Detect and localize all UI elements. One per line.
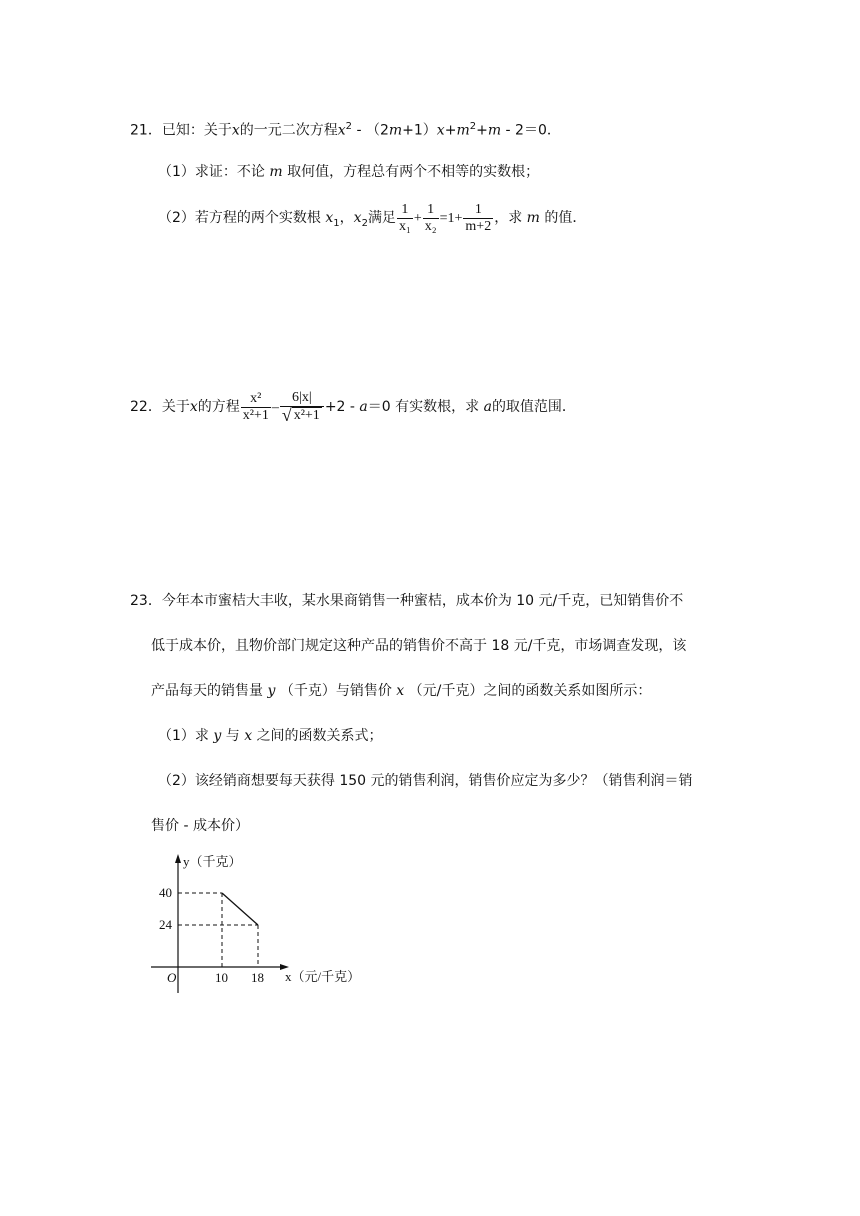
- q22-number: 22．: [130, 399, 162, 415]
- q21-stem: 21．已知：关于x的一元二次方程$x^2 - (2m+1)x+m^2+m - 2=0$．: [130, 121, 561, 139]
- y-axis-arrow: [175, 854, 181, 863]
- q23-part2-line2: 售价 - 成本价）: [151, 818, 249, 834]
- q23-line3: 产品每天的销售量 y （千克）与销售价 x （元/千克）之间的函数关系如图所示：: [151, 683, 652, 699]
- q23-line2: 低于成本价，且物价部门规定这种产品的销售价不高于 18 元/千克，市场调查发现，该: [151, 638, 687, 654]
- x-tick-10: 10: [215, 970, 228, 985]
- fraction-1-over-m-plus-2: $\frac{1}{m+2}$: [465, 201, 492, 234]
- fraction-x2-over-x2-plus-1: $\frac{\text{x²}}{\text{x²+1}}$: [242, 390, 269, 423]
- q21-part1: （1）求证：不论 m 取何值，方程总有两个不相等的实数根；: [158, 164, 540, 180]
- q23-part2-line1: （2）该经销商想要每天获得 150 元的销售利润，销售价应定为多少？（销售利润＝销: [158, 773, 693, 789]
- fraction-1-over-x1: $\frac{1}{\text{x₁}}$: [398, 201, 411, 234]
- origin-label: O: [167, 970, 177, 985]
- sales-volume-graph: [145, 850, 365, 1000]
- q22-stem: 22．关于x的方程 $\frac{\text{x²}}{\text{x²+1}}$ – $\frac{6|x|}{\text{√ x²+1}}$ +2 - a＝0 有实数根，求 a的取值范围．: [130, 390, 576, 425]
- y-axis-label: y（千克）: [183, 854, 242, 869]
- q21-part2: （2）若方程的两个实数根 $x_1$，$x_2$满足 $\frac{1}{\text{x₁}}$ + $\frac{1}{\text{x₂}}$ =1+ $\frac{1}{m+2}$ ，求 m 的值．: [158, 201, 587, 234]
- fraction-1-over-x2: $\frac{1}{\text{x₂}}$: [424, 201, 437, 234]
- x-axis-label: x（元/千克）: [285, 969, 361, 984]
- q23-part1: （1）求 y 与 x 之间的函数关系式；: [158, 728, 383, 744]
- y-tick-40: 40: [159, 885, 172, 900]
- sqrt-symbol: √ x²+1: [281, 405, 320, 425]
- y-tick-24: 24: [159, 917, 172, 932]
- q23-number: 23．: [130, 593, 162, 609]
- fraction-6absx-over-sqrt: $\frac{6|x|}{\text{√ x²+1}}$: [280, 390, 324, 424]
- q23-line1: 23．今年本市蜜桔大丰收，某水果商销售一种蜜桔，成本价为 10 元/千克，已知销售价不: [130, 593, 684, 609]
- function-segment: [222, 893, 258, 925]
- x-tick-18: 18: [251, 970, 264, 985]
- q21-number: 21．: [130, 122, 162, 139]
